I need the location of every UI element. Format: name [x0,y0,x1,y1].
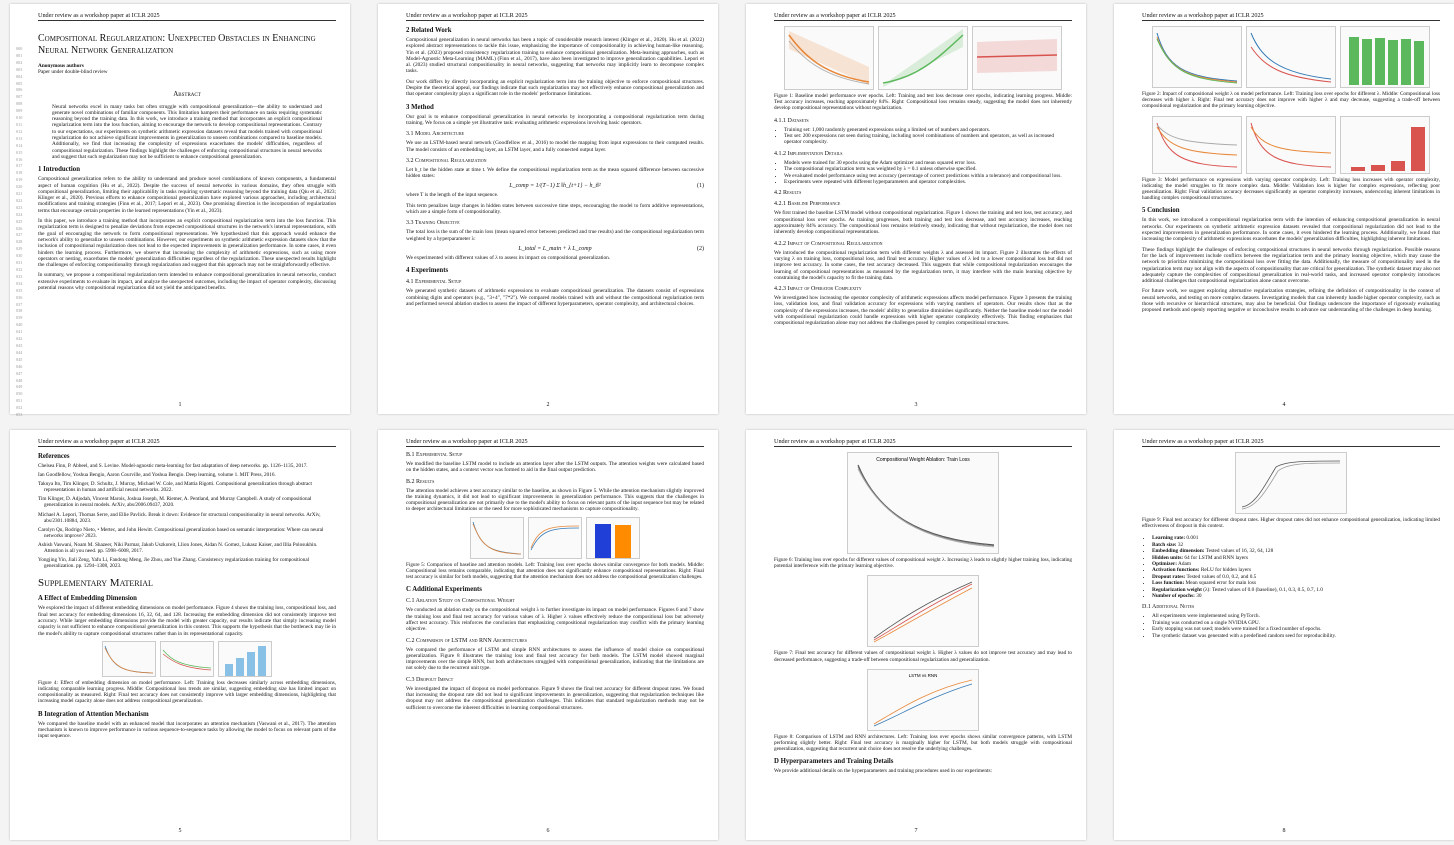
running-header: Under review as a workshop paper at ICLR 2025 [406,438,704,447]
figure-caption: Figure 8: Comparison of LSTM and RNN architectures. Left: Training loss over epochs shows similar convergence patterns, with LSTM performing slightly better. Right: Final test accuracy is marginally higher for LSTM, but both models struggle with compositional generalization, suggesting that recurrent unit choice does not resolve the underlying challenges. [774,733,1072,753]
section-heading: 4 Experiments [406,267,449,275]
page-6 [378,430,718,840]
running-header: Under review as a workshop paper at ICLR 2025 [774,12,1072,21]
fig4-comp-loss-plot [160,641,214,677]
subsection-heading: 4.1 Experimental Setup [406,279,462,286]
figure-caption: Figure 5: Comparison of baseline and attention models. Left: Training loss over epochs shows similar convergence for both models. Middle: Compositional loss remains comparable, indicating that attention does not significantly enhance compositional representations. Right: Final test accuracy is similar for both models, suggesting that the attention mechanism does not address the compositional generalization challenges. [406,561,704,581]
list-item: • Training was conducted on a single NVIDIA GPU. [1152,620,1440,626]
paragraph: We investigated the impact of dropout on model performance. Figure 9 shows the final test accuracy for different dropout rates. We found that increasing the dropout rate did not lead to significant improvements in generalization, suggesting that regularization techniques like dropout may not address the compositional generalization challenges. This indicates that standard regularization methods may not be sufficient to overcome the inherent difficulties in learning compositional structures. [406,685,704,711]
subsection-heading: D.1 Additional Notes [1142,604,1195,611]
list-item: • Training set: 1,000 randomly generated expressions using a limited set of numbers and operators. [784,127,1072,133]
line-numbers: 000 001 002 003 004 005 006 007 008 009 010 011 012 013 014 015 016 017 018 019 020 021 022 023 024 025 026 027 028 029 030 031 032 033 034 035 036 037 038 039 040 041 042 043 044 045 046 047 048 049 050 051 052 053 [16,46,23,418]
subsection-heading: 4.2.2 Impact of Compositional Regularization [774,240,883,247]
reference-item: Yongjing Yin, Jiali Zeng, Yafu Li, Fandong Meng, Jie Zhou, and Yue Zhang. Consistency regularization training for compositional generalization. pp. 1294–1308, 2023. [38,557,310,570]
page-number: 1 [178,402,182,408]
authors-sub: Paper under double-blind review [38,69,108,76]
abstract-text: Neural networks excel in many tasks but often struggle with compositional generalization—the ability to understand and generate novel combinations of familiar components. This limitation hampers their performance on tasks requiring systematic reasoning beyond the training data. In this work, we introduce a training method that incorporates an explicit compositional regularization term into the loss function, aiming to encourage the network to develop compositional representations. Contrary to our expectations, our experiments on synthetic arithmetic expression datasets reveal that models trained with compositional regularization do not achieve significant improvements in generalization to unseen combinations compared to baseline models. Additionally, we find that increasing the complexity of expressions exacerbates the models' difficulties, regardless of compositional regularization. These findings highlight the challenges of enforcing compositional structures in neural networks and suggest that such regularization may not be sufficient to enhance compositional generalization. [52,103,322,160]
figure-6 [774,452,1072,554]
list-item: • Optimizer: Adam [1152,561,1440,567]
subsection-heading: 4.2 Results [774,190,802,197]
subsection-heading: 4.1.1 Datasets [774,117,809,124]
figure-caption: Figure 1: Baseline model performance over epochs. Left: Training and test loss decrease over epochs, indicating learning progress. Middle: Test accuracy increases, reaching approximately 84%. Right: Compositional loss remains steady, suggesting the model does not inherently develop compositional representations without regularization. [774,93,1072,112]
paragraph: The total loss is the sum of the main loss (mean squared error between predicted and true results) and the compositional regularization term weighted by a hyperparameter λ: [406,229,704,242]
list-item: • Learning rate: 0.001 [1152,535,1440,541]
list-item: • Activation functions: ReLU for hidden layers [1152,567,1440,573]
figure-5 [406,517,704,559]
page-number: 5 [178,828,182,834]
paragraph: Our goal is to enhance compositional generalization in neural networks by incorporating a compositional regularization term during training. We focus on a simple yet illustrative task: evaluating arithmetic expressions involving basic operators. [406,113,704,126]
list-item: • The compositional regularization term was weighted by λ = 0.1 unless otherwise specified. [784,166,1072,172]
fig5-comp-loss-plot [528,517,582,559]
fig7-accuracy-plot [867,575,979,647]
page-number: 7 [914,828,918,834]
list-item: • Embedding dimension: Tested values of 16, 32, 64, 128 [1152,548,1440,554]
paper-title: Compositional Regularization: Unexpected Obstacles in Enhancing Neural Network Generalization [38,33,316,56]
page-number: 4 [1282,402,1286,408]
section-heading: 2 Related Work [406,27,452,34]
paragraph: In summary, we propose a compositional regularization term intended to enhance compositional generalization in neural networks, conduct extensive experiments to evaluate its impact, and analyze the unexpected outcomes, including the impact of operator complexity, discussing potential reasons why compositional regularization did not yield the anticipated benefits. [38,272,336,292]
section-heading: C Additional Experiments [406,586,482,594]
paragraph: We experimented with different values of λ to assess its impact on compositional generalization. [406,254,611,261]
page-5 [10,430,350,840]
paragraph: Compositional generalization refers to the ability to understand and produce novel combinations of known components, a fundamental aspect of human cognition (Hu et al., 2022). Despite the success of neural networks in various domains, they often struggle with compositional generalization, limiting their applicability in tasks requiring systematic reasoning beyond the training data (Qiu et al., 2023; Klinger et al., 2020). Previous efforts to enhance compositional generalization have explored various approaches, including architectural modifications and training strategies (Finn et al., 2017; Lepori et al., 2023). One promising direction is the incorporation of regularization terms that encourage certain properties in the learned representations (Yin et al., 2023). [38,176,336,214]
subsection-heading: C.1 Ablation Study on Compositional Weight [406,598,515,605]
paragraph: We generated synthetic datasets of arithmetic expressions to evaluate compositional generalization. The datasets consist of expressions combining digits and operators (e.g., "3+4", "7*2"). We compared models trained with and without the compositional regularization term and performed several ablation studies to assess the impact of different hyperparameters, operator complexity, and architectural choices. [406,288,704,307]
supplementary-heading: Supplementary Material [38,577,153,590]
section-heading: D Hyperparameters and Training Details [774,758,894,766]
reference-item: Chelsea Finn, P. Abbeel, and S. Levine. Model-agnostic meta-learning for fast adaptation of deep networks. pp. 1126–1135, 2017. [38,463,308,469]
fig6-ablation-plot [847,452,999,554]
reference-item: Takuya Ito, Tim Klinger, D. Schultz, J. Murray, Michael W. Cole, and Mattia Rigotti. Compositional generalization through abstract representations in human and artificial neural networks. 2022. [38,481,312,494]
section-heading: 3 Method [406,103,434,111]
fig3-accuracy-bars [1340,116,1430,174]
hyperparameter-list [1152,535,1440,599]
fig2-accuracy-bars [1340,26,1430,88]
reference-item: Ashish Vaswani, Noam M. Shazeer, Niki Parmar, Jakob Uszkoreit, Llion Jones, Aidan N. Gomez, Lukasz Kaiser, and Illia Polosukhin. Attention is all you need. pp. 5998–6008, 2017. [38,541,318,555]
fig2-train-loss-plot [1152,26,1242,88]
running-header: Under review as a workshop paper at ICLR 2025 [38,12,336,21]
paragraph: We investigated how increasing the operator complexity of arithmetic expressions affects model performance. Figure 3 presents the training loss, validation loss, and final validation accuracy for expressions with varying numbers of operators. Our results show that as the complexity of the expressions increases, the models' ability to generalize diminishes significantly. Neither the baseline model nor the model with compositional regularization could handle expressions with higher operator complexity effectively. This finding emphasizes that compositional regularization alone may not address the challenges posed by complex compositional structures. [774,295,1072,327]
reference-item: Ian Goodfellow, Yoshua Bengio, Aaron Courville, and Yoshua Bengio. Deep learning, volume 1. MIT Press, 2016. [38,472,276,479]
figure-caption: Figure 7: Final test accuracy for different values of compositional weight λ. Higher λ values do not improve test accuracy and may lead to decreased performance, suggesting a trade-off between compositional regularization and generalization. [774,650,1072,663]
reference-item: Carolyn Qu, Rodrigo Nieto, • Mertec, and John Hewitt. Compositional generalization based on semantic interpretation: Where can neural networks improve? 2023. [38,526,324,539]
fig4-accuracy-bars [218,641,272,677]
paragraph: The attention model achieves a test accuracy similar to the baseline, as shown in Figure 5. While the attention mechanism slightly improved the training dynamics, it did not lead to significant improvements in generalization performance. This suggests that the challenges in compositional generalization are not primarily due to the model's ability to focus on relevant parts of the input sequence but may be related to deeper architectural limitations or the need for more sophisticated mechanisms to capture compositionality. [406,487,704,513]
subsection-heading: 3.3 Training Objective [406,220,460,227]
fig2-comp-loss-plot [1246,26,1336,88]
list-item: • All experiments were implemented using PyTorch. [1152,613,1440,619]
equation-1: L_comp = 1/(T−1) Σ ‖h_{t+1} − h_t‖² (1) [509,183,704,190]
subsection-heading: 4.1.2 Implementation Details [774,150,843,157]
fig3-train-loss-plot [1152,116,1242,174]
fig1-comp-loss-plot [972,26,1062,90]
figure-4 [38,641,336,677]
section-heading: 5 Conclusion [1142,207,1180,215]
fig1-loss-plot [784,26,874,90]
subsection-heading: C.2 Comparison of LSTM and RNN Architectures [406,637,527,644]
paragraph: We provide additional details on the hyperparameters and training procedures used in our experiments: [774,768,992,775]
paragraph: Our work differs by directly incorporating an explicit regularization term into the training objective to enforce compositional structures. Despite the theoretical appeal, our findings indicate that such regularization may not effectively enhance compositional generalization and that operator complexity plays a significant role in the models' performance limitations. [406,78,704,98]
reference-item: Tim Klinger, D. Adjodah, Vincent Marois, Joshua Joseph, M. Riemer, A. Pentland, and Murray Campbell. A study of compositional generalization in neural models. ArXiv, abs/2006.09437, 2020. [38,496,312,509]
paragraph: In this work, we introduced a compositional regularization term with the intention of enhancing compositional generalization in neural networks. Our experiments on synthetic arithmetic expression datasets revealed that compositional regularization did not lead to the expected improvements in generalization performance. In some cases, it even hindered the learning process. Additionally, we found that increasing the complexity of arithmetic expressions exacerbates the models' generalization difficulties, highlighting inherent limitations. [1142,217,1440,243]
list-item: • We evaluated model performance using test accuracy (percentage of correct predictions within a tolerance) and compositional loss. [784,173,1072,179]
list-item: • Hidden units: 64 for LSTM and RNN layers [1152,555,1440,561]
figure-caption: Figure 2: Impact of compositional weight λ on model performance. Left: Training loss over epochs for different λ. Middle: Compositional loss decreases with higher λ. Right: Final test accuracy does not improve with higher λ and may decrease, suggesting a trade-off between compositional regularization and the primary learning objective. [1142,91,1440,110]
implementation-list [784,160,1072,186]
list-item: • Number of epochs: 30 [1152,593,1440,599]
equation-2: L_total = L_main + λ L_comp (2) [518,245,704,252]
running-header: Under review as a workshop paper at ICLR 2025 [406,12,704,21]
list-item: • Early stopping was not used; models were trained for a fixed number of epochs. [1152,626,1440,632]
paragraph: We first trained the baseline LSTM model without compositional regularization. Figure 1 shows the training and test loss, test accuracy, and compositional loss over epochs. As training progresses, both training and test loss decrease, and test accuracy increases, reaching approximately 84% accuracy. The compositional loss remains relatively steady, indicating that without regularization, the model does not inherently develop compositional representations. [774,210,1072,236]
list-item: • Loss function: Mean squared error for main loss [1152,580,1440,586]
figure-2 [1142,26,1440,88]
page-number: 2 [546,402,550,408]
fig8-lstm-rnn-plot [867,669,979,731]
fig8-title: LSTM vs RNN [908,672,938,678]
figure-caption: Figure 4: Effect of embedding dimension on model performance. Left: Training loss decreases similarly across embedding dimensions, indicating comparable learning progress. Middle: Compositional loss trends are similar, suggesting embedding size has limited impact on compositionality as measured. Right: Final test accuracy does not consistently improve with larger embedding dimensions, highlighting that increasing model capacity alone does not address compositional generalization. [38,679,336,705]
paragraph: Compositional generalization in neural networks has been a topic of considerable research interest (Klinger et al., 2020). Hu et al. (2022) explored abstract representations to tackle this issue, emphasizing the importance of compositionality in achieving human-like reasoning. Yin et al. (2023) proposed consistency regularization training to enhance compositional generalization. Meta-learning approaches, such as Model-Agnostic Meta-Learning (MAML) (Finn et al., 2017), have also been investigated to improve generalization capabilities. Lepori et al. (2023) studied structural compositionality in neural networks, suggesting that networks may implicitly learn to decompose complex tasks. [406,37,704,75]
abstract-heading: Abstract [173,89,201,98]
subsection-heading: 4.2.3 Impact of Operator Complexity [774,286,862,293]
paragraph: We compared the performance of LSTM and simple RNN architectures to assess the influence of model choice on compositional generalization. Figure 8 illustrates the training loss and final test accuracy for both models. The LSTM model showed marginal improvements over the simple RNN, but both architectures struggled with compositional generalization, indicating that the limitations are not solely due to the recurrent unit type. [406,646,704,672]
paragraph: These findings highlight the challenges of enforcing compositional structures in neural networks through regularization. Possible reasons for the lack of improvement include conflicts between the regularization term and the primary learning objective, which may cause the network to prioritize minimizing the compositional loss over fitting the data. Additionally, the measure of compositionality used in the regularization term may not align with the aspects of compositionality that are critical for generalization. The synthetic dataset may also not adequately capture the complexities of compositional generalization in real-world tasks, and increased operator complexity introduces additional challenges that compositional regularization alone cannot overcome. [1142,246,1440,285]
page-8 [1114,430,1454,840]
paragraph: where T is the length of the input sequence. [406,192,499,199]
fig3-val-loss-plot [1246,116,1336,174]
page-number: 6 [546,828,550,834]
list-item: • Test set: 200 expressions not seen during training, including novel combinations of numbers and operators, as well as increased operator complexity. [784,133,1072,146]
subsection-heading: 3.1 Model Architecture [406,131,465,138]
section-heading: References [38,453,70,460]
fig4-train-loss-plot [102,641,156,677]
running-header: Under review as a workshop paper at ICLR 2025 [38,438,336,447]
section-heading: 1 Introduction [38,166,80,174]
notes-list [1152,613,1440,639]
section-heading: B Integration of Attention Mechanism [38,710,149,718]
list-item: • Experiments were repeated with different hyperparameters and operator complexities. [784,179,1072,185]
list-item: • The synthetic dataset was generated with a predefined random seed for reproducibility. [1152,633,1440,639]
figure-caption: Figure 6: Training loss over epochs for different values of compositional weight λ. Increasing λ leads to slightly higher training loss, indicating potential interference with the primary learning objective. [774,557,1072,570]
page-number: 8 [1282,828,1286,834]
authors: Anonymous authors [38,63,84,69]
paragraph: We introduced the compositional regularization term with different weights λ and assessed its impact. Figure 2 illustrates the effects of varying λ on training loss, compositional loss, and final test accuracy. Higher values of λ led to a lower compositional loss but did not improve test accuracy. In some cases, the test accuracy decreased. This suggests that while compositional regularization encourages the learning of compositional representations as measured by the regularization term, it may interfere with the main learning objective by constraining the model's capacity to fit the training data. [774,249,1072,281]
reference-item: Michael A. Lepori, Thomas Serre, and Ellie Pavlick. Break it down: Evidence for structural compositionality in neural networks. ArXiv, abs/2301.10884, 2023. [38,511,321,524]
paragraph: We explored the impact of different embedding dimensions on model performance. Figure 4 shows the training loss, compositional loss, and final test accuracy for embedding dimensions 16, 32, 64, and 128. Increasing the embedding dimension did not consistently improve test accuracy. While larger embedding dimensions provide the model with greater capacity, our results indicate that simply increasing model capacity is not sufficient to enhance compositional generalization in this context. This supports the hypothesis that the bottleneck may lie in the model's ability to capture compositional structures rather than in its representational capacity. [38,605,336,637]
page-number: 3 [914,402,918,408]
paragraph: We conducted an ablation study on the compositional weight λ to further investigate its impact on model performance. Figures 6 and 7 show the training loss and final test accuracy for various values of λ. Higher λ values effectively reduce the compositional loss but adversely affect test accuracy. This reinforces the conclusion that emphasizing compositional regularization may conflict with the primary learning objective. [406,607,704,633]
paragraph: We modified the baseline LSTM model to include an attention layer after the LSTM outputs. The attention weights were calculated based on the hidden states, and a context vector was formed to aid in the final output prediction. [406,461,704,474]
figure-7 [774,575,1072,647]
paragraph: In this paper, we introduce a training method that incorporates an explicit compositional regularization term into the loss function. This regularization term is designed to penalize deviations from expected compositional structures in the network's internal representations, with the goal of encouraging the network to form compositional representations. We hypothesized that this approach would enhance the network's ability to generalize to unseen combinations. However, our experiments on synthetic arithmetic expression datasets show that the inclusion of compositional regularization does not lead to the expected improvements in generalization performance. In some cases, it even hinders the learning process. Furthermore, we observe that increasing the complexity of arithmetic expressions, such as using more operators or nesting, exacerbates the models' generalization difficulties regardless of the regularization. These unexpected results highlight the challenges of enforcing compositionality through regularization and suggest that this approach may not be straightforwardly effective. [38,218,336,269]
dataset-list [784,127,1072,146]
paragraph: For future work, we suggest exploring alternative regularization strategies, refining the definition of compositionality in the context of neural networks, and testing on more complex datasets. Investigating models that can inherently handle higher operator complexity, such as those with recursive or hierarchical structures, may also be beneficial. Our findings underscore the importance of rigorously evaluating proposed methods and openly reporting negative or inconclusive results to advance our understanding of the challenges in deep learning. [1142,288,1440,314]
page-3 [746,4,1086,414]
running-header: Under review as a workshop paper at ICLR 2025 [1142,438,1440,447]
page-4 [1114,4,1454,414]
figure-8 [774,669,1072,731]
fig1-accuracy-plot [878,26,968,90]
figure-9 [1142,452,1440,514]
list-item: • Regularization weight (λ): Tested values of 0.0 (baseline), 0.1, 0.3, 0.5, 0.7, 1.0 [1152,587,1440,593]
running-header: Under review as a workshop paper at ICLR 2025 [774,438,1072,447]
fig6-title: Compositional Weight Ablation: Train Loss [876,457,970,463]
reference-list [38,463,336,569]
figure-caption: Figure 9: Final test accuracy for different dropout rates. Higher dropout rates did not enhance compositional generalization, indicating limited effectiveness of dropout in this context. [1142,517,1440,530]
list-item: • Models were trained for 30 epochs using the Adam optimizer and mean squared error loss. [784,160,1072,166]
paragraph: We use an LSTM-based neural network (Goodfellow et al., 2016) to model the mapping from input expressions to their computed results. The model consists of an embedding layer, an LSTM layer, and a fully connected output layer. [406,140,704,153]
fig5-accuracy-bars [586,517,640,559]
subsection-heading: B.2 Results [406,478,435,485]
fig9-dropout-plot [1235,452,1347,514]
figure-1 [774,26,1072,90]
list-item: • Dropout rates: Tested values of 0.0, 0.2, and 0.5 [1152,574,1440,580]
page-2 [378,4,718,414]
figure-caption: Figure 3: Model performance on expressions with varying operator complexity. Left: Training loss increases with operator complexity, indicating the model struggles to fit more complex data. Middle: Validation loss is higher for complex expressions, reflecting poor generalization. Right: Final validation accuracy decreases significantly as operator complexity increases, underscoring inherent limitations in handling complex compositional structures. [1142,176,1440,202]
subsection-heading: C.3 Dropout Impact [406,676,454,683]
section-heading: A Effect of Embedding Dimension [38,595,137,603]
paragraph: This term penalizes large changes in hidden states between successive time steps, encouraging the model to form additive representations, which are a simple form of compositionality. [406,202,704,216]
list-item: • Batch size: 32 [1152,542,1440,548]
running-header: Under review as a workshop paper at ICLR 2025 [1142,12,1440,21]
subsection-heading: B.1 Experimental Setup [406,452,463,458]
fig5-train-loss-plot [470,517,524,559]
subsection-heading: 4.2.1 Baseline Performance [774,201,841,208]
page-7 [746,430,1086,840]
figure-3 [1142,116,1440,174]
subsection-heading: 3.2 Compositional Regularization [406,157,487,164]
paragraph: Let h_t be the hidden state at time t. We define the compositional regularization term as the mean squared difference between successive hidden states: [406,166,704,180]
page-1 [10,4,350,418]
paragraph: We compared the baseline model with an enhanced model that incorporates an attention mechanism (Vaswani et al., 2017). The attention mechanism is known to improve performance in various sequence-to-sequence tasks by allowing the model to focus on relevant parts of the input sequence. [38,720,336,740]
